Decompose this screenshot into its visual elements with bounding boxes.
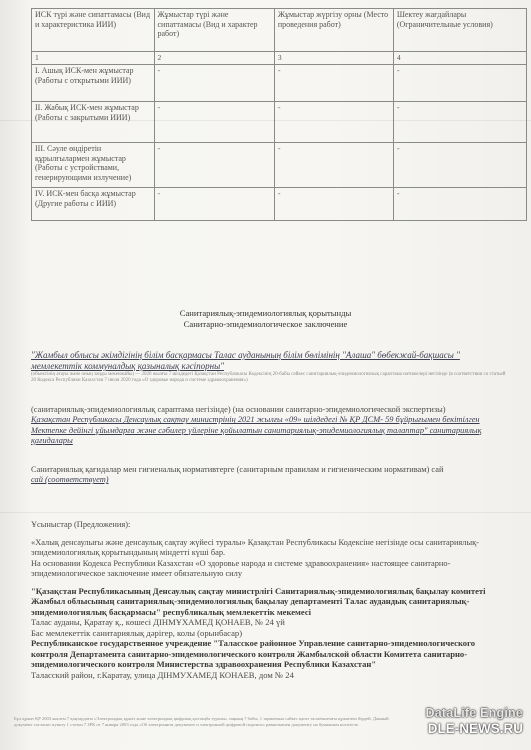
- column-number: 1: [32, 52, 155, 65]
- table-row: [32, 143, 527, 188]
- authority-kz: "Қазақстан Республикасының Денсаулық сақтау министрлігі Санитариялық-эпидемиологиялық бақылау комитеті Жамбыл облысының санитариялық-эпидемиологиялық бақылау департаменті Талас аудандық санитариялық-эпидемиологиялық басқармасы" республикалық мемлекеттік мекемесі: [31, 586, 486, 617]
- table-cell: -: [274, 65, 393, 102]
- authority-block: [31, 586, 511, 680]
- conclusion-title-kz: Санитариялық-эпидемиологиялық қорытынды: [179, 308, 352, 318]
- table-header-cell: ИСК түрі және сипаттамасы (Вид и характеристика ИИИ): [32, 9, 155, 52]
- column-number: 4: [393, 52, 526, 65]
- table-header-cell: Жұмыстар түрі және сипаттамасы (Вид и характер работ): [154, 9, 274, 52]
- table-cell: -: [393, 65, 526, 102]
- row-label: II. Жабық ИСК-мен жұмыстар (Работы с закрытыми ИИИ): [32, 102, 155, 143]
- conclusion-title: [0, 308, 531, 329]
- doctor-line: Бас мемлекеттік санитариялық дәрігер, колы (орынбасар): [31, 627, 243, 638]
- table-cell: -: [393, 143, 526, 188]
- table-row: [32, 102, 527, 143]
- proposals-block: [31, 538, 511, 579]
- footer-note: Бұл құжат ҚР 2003 жылғы 7 қаңтардағы «Электрондық құжат және электрондық цифрлық қолтаңба туралы» заңның 7 бабы, 1 тармағына сәйкес қағаз тасығыштағы құжатпен бірдей. Данный документ согласно пункту 1 статьи 7 ЗРК от 7 января 2003 года «Об электронном документе и электронной цифровой подписи» равнозначен документу на бумажном носителе.: [14, 716, 389, 727]
- table-header-row: [32, 9, 527, 52]
- compliance-block: [31, 465, 511, 486]
- row-label: IV. ИСК-мен басқа жұмыстар (Другие работы с ИИИ): [32, 188, 155, 221]
- table-number-row: [32, 52, 527, 65]
- table-cell: -: [274, 143, 393, 188]
- entity-block: [31, 350, 511, 385]
- watermark-line2: DLE-NEWS.RU: [427, 721, 523, 736]
- authority-ru: Республиканское государственное учреждение "Таласское районное Управление санитарно-эпидемиологического контроля Департамента санитарно-эпидемиологического контроля Жамбылской области Комитета санитарно-эпидемиологического контроля Министерства здравоохранения Республики Казахстан": [31, 638, 476, 670]
- column-number: 3: [274, 52, 393, 65]
- table-cell: -: [274, 188, 393, 221]
- proposals-label: Ұсыныстар (Предложения):: [31, 520, 131, 529]
- conclusion-title-ru: Санитарно-эпидемиологическое заключение: [183, 318, 348, 329]
- table-header-cell: Шектеу жағдайлары (Ограничительные условия): [393, 9, 526, 52]
- table-cell: -: [154, 143, 274, 188]
- table-cell: -: [393, 102, 526, 143]
- compliance-text: Санитариялық қағидалар мен гигиеналық нормативтерге (санитарным правилам и гигиеническим нормативам) сай: [31, 465, 444, 474]
- proposals-text-ru: На основании Кодекса Республики Казахстан «О здоровье народа и системе здравоохранения» настоящее санитарно-эпидемиологическое заключение имеет обязательную силу: [31, 558, 451, 578]
- entity-name: "Жамбыл облысы әкімдігінің білім басқармасы Талас ауданының білім бөлімінің "Алаша" бөбекжай-бақшасы " мемлекеттік коммуналдық қазыналық кәсіпорны": [31, 350, 460, 371]
- basis-line: (санитариялық-эпидемиологиялық сараптама негізінде) (на основании санитарно-эпидемиологической экспертизы): [31, 405, 446, 414]
- table-cell: -: [154, 65, 274, 102]
- table-cell: -: [393, 188, 526, 221]
- basis-block: [31, 405, 511, 446]
- compliance-value: сай (соответствует): [31, 475, 109, 485]
- table-cell: -: [154, 102, 274, 143]
- table-row: [32, 65, 527, 102]
- table-cell: -: [154, 188, 274, 221]
- column-number: 2: [154, 52, 274, 65]
- table-row: [32, 188, 527, 221]
- table-header-cell: Жұмыстар жүргізу орны (Место проведения работ): [274, 9, 393, 52]
- radiation-activity-table: [31, 8, 527, 221]
- order-line: Қазақстан Республикасы Денсаулық сақтау министрінің 2021 жылғы «09» шілдедегі № ҚР ДСМ- 59 бұйрығымен бекітілген Мектепке дейінгі ұйымдарға және сәбилер үйлеріне қойылатын санитариялық-эпидемиологиялық талаптар" санитариялық қағидалары: [31, 415, 482, 445]
- row-label: III. Сәуле өндіретін құрылғылармен жұмыстар (Работы с устройствами, генерирующими излучение): [32, 143, 155, 188]
- row-label: I. Ашық ИСК-мен жұмыстар (Работы с открытыми ИИИ): [32, 65, 155, 102]
- proposals-text-kz: «Халық денсаулығы және денсаулық сақтау жүйесі туралы» Қазақстан Республикасы Кодексіне негізінде осы санитариялық-эпидемиологиялық қорытындының міндетті күші бар.: [31, 538, 479, 558]
- watermark-line1: DataLife Engine: [425, 706, 523, 720]
- scan-artifact: [0, 512, 531, 513]
- address-kz: Талас ауданы, Қаратау қ., көшесі ДІНМҰХАМЕД ҚОНАЕВ, № 24 үй: [31, 617, 285, 628]
- table-cell: -: [274, 102, 393, 143]
- address-ru: Таласский район, г.Каратау, улица ДІНМУХАМЕД КОНАЕВ, дом № 24: [31, 669, 294, 680]
- watermark: [363, 706, 523, 744]
- entity-note: (объектінің атауы және оның заңды мекенжайы) — 2020 жылғы 7 шілдедегі Қазақстан Республикасы Кодексінің 20-бабы сәйкес санитариялық-эпидемиологиялық сараптама нәтижелері негізінде (в соответствии со статьей 20 Кодекса Республики Казахстан 7 июля 2020 года «О здоровье народа и системе здравоохранения»): [31, 371, 506, 384]
